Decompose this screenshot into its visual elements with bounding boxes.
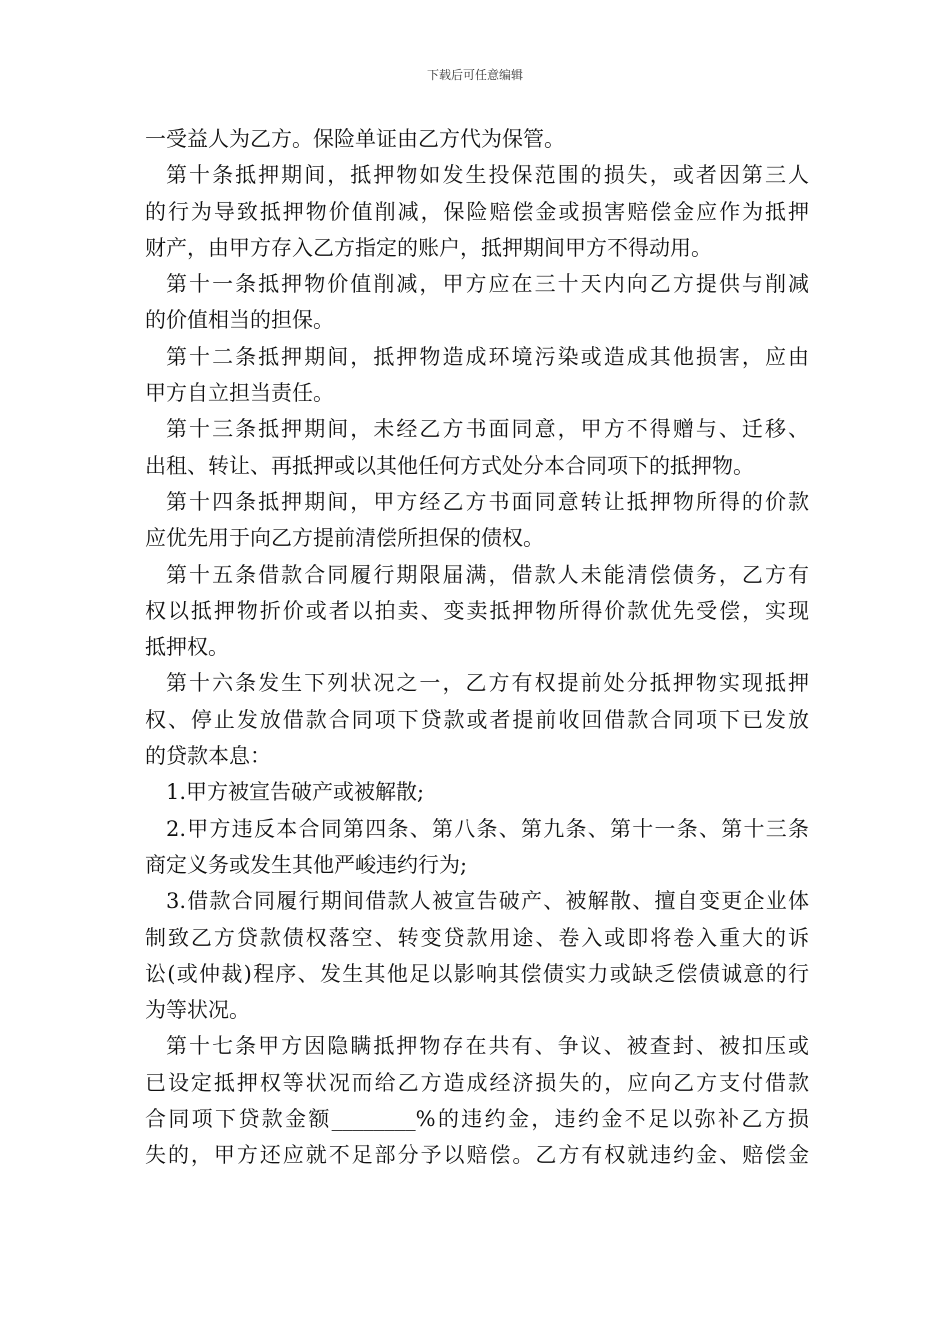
text-line: 第十三条抵押期间，未经乙方书面同意，甲方不得赠与、迁移、: [166, 417, 809, 442]
text-line: 的价值相当的担保。: [145, 308, 334, 333]
text-line: 的贷款本息：: [145, 744, 271, 769]
text-line: 应优先用于向乙方提前清偿所担保的债权。: [145, 526, 544, 551]
text-line: 2.甲方违反本合同第四条、第八条、第九条、第十一条、第十三条: [166, 816, 809, 841]
text-line: 第十六条发生下列状况之一，乙方有权提前处分抵押物实现抵押: [166, 671, 809, 696]
text-line: 权以抵押物折价或者以拍卖、变卖抵押物所得价款优先受偿，实现: [145, 598, 809, 623]
text-line: 出租、转让、再抵押或以其他任何方式处分本合同项下的抵押物。: [145, 453, 754, 478]
text-line: 抵押权。: [145, 635, 229, 660]
text-line: 第十二条抵押期间，抵押物造成环境污染或造成其他损害，应由: [166, 344, 809, 369]
text-line: 合同项下贷款金额________%的违约金，违约金不足以弥补乙方损: [145, 1107, 809, 1132]
text-line: 第十一条抵押物价值削减，甲方应在三十天内向乙方提供与削减: [166, 272, 809, 297]
text-line: 失的，甲方还应就不足部分予以赔偿。乙方有权就违约金、赔偿金: [145, 1143, 809, 1168]
text-line: 权、停止发放借款合同项下贷款或者提前收回借款合同项下已发放: [145, 707, 809, 732]
text-line: 第十四条抵押期间，甲方经乙方书面同意转让抵押物所得的价款: [166, 489, 809, 514]
text-line: 讼(或仲裁)程序、发生其他足以影响其偿债实力或缺乏偿债诚意的行: [145, 961, 809, 986]
text-line: 3.借款合同履行期间借款人被宣告破产、被解散、擅自变更企业体: [166, 889, 809, 914]
text-line: 第十条抵押期间，抵押物如发生投保范围的损失，或者因第三人: [166, 163, 809, 188]
text-line: 财产，由甲方存入乙方指定的账户，抵押期间甲方不得动用。: [145, 235, 712, 260]
contract-body: [145, 121, 809, 1174]
text-line: 的行为导致抵押物价值削减，保险赔偿金或损害赔偿金应作为抵押: [145, 199, 809, 224]
text-line: 一受益人为乙方。保险单证由乙方代为保管。: [145, 127, 565, 151]
text-line: 第十七条甲方因隐瞒抵押物存在共有、争议、被查封、被扣压或: [166, 1034, 809, 1059]
text-line: 甲方自立担当责任。: [145, 381, 334, 406]
header-note: 下载后可任意编辑: [426, 68, 523, 82]
text-line: 1.甲方被宣告破产或被解散;: [166, 780, 425, 805]
text-line: 已设定抵押权等状况而给乙方造成经济损失的，应向乙方支付借款: [145, 1070, 809, 1095]
text-line: 制致乙方贷款债权落空、转变贷款用途、卷入或即将卷入重大的诉: [145, 925, 809, 950]
text-line: 商定义务或发生其他严峻违约行为;: [145, 852, 468, 877]
text-line: 第十五条借款合同履行期限届满，借款人未能清偿债务，乙方有: [166, 562, 809, 587]
text-line: 为等状况。: [145, 998, 250, 1023]
